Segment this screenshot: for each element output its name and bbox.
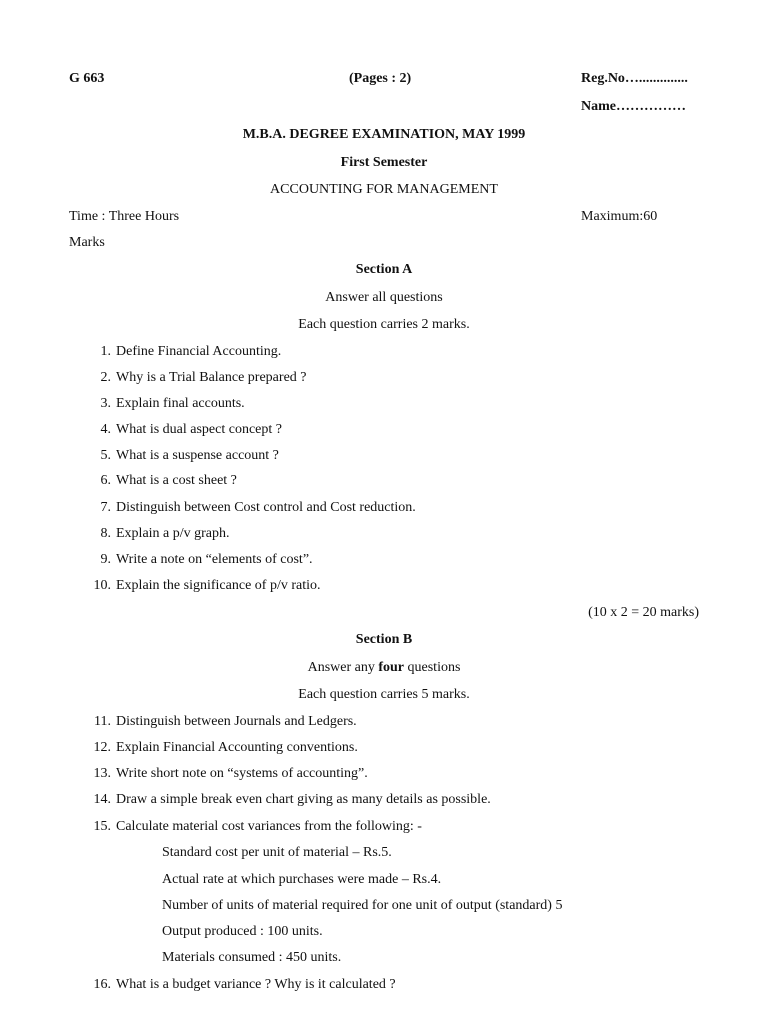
q15-detail: Standard cost per unit of material – Rs.5. [162,845,392,860]
page-count: (Pages : 2) [349,71,412,86]
question: 15. Calculate material cost variances from the following: - [93,819,422,834]
section-a-title: Section A [355,262,413,277]
question: 6. What is a cost sheet ? [100,473,237,488]
q15-detail: Number of units of material required for one unit of output (standard) 5 [162,898,563,913]
reg-no-field: Reg.No….............. [581,71,688,86]
maximum-marks: Maximum:60 [581,209,658,224]
question: 14. Draw a simple break even chart giving as many details as possible. [93,792,491,807]
question: 2. Why is a Trial Balance prepared ? [100,370,307,385]
q15-detail: Actual rate at which purchases were made – Rs.4. [162,872,442,887]
name-field: Name…………… [581,99,686,114]
question: 7. Distinguish between Cost control and Cost reduction. [100,500,416,515]
section-b-title: Section B [355,632,413,647]
subject-title: ACCOUNTING FOR MANAGEMENT [270,182,498,197]
question: 4. What is dual aspect concept ? [100,422,282,437]
question: 11. Distinguish between Journals and Ledgers. [94,714,357,729]
section-b-marks-note: Each question carries 5 marks. [298,687,470,702]
section-a-total: (10 x 2 = 20 marks) [588,605,699,620]
question: 13. Write short note on “systems of accounting”. [93,766,368,781]
time-allowed: Time : Three Hours [69,209,180,224]
marks-word: Marks [69,235,105,250]
question: 1. Define Financial Accounting. [100,344,282,359]
question: 12. Explain Financial Accounting conventions. [93,740,358,755]
question: 5. What is a suspense account ? [100,448,279,463]
exam-title: M.B.A. DEGREE EXAMINATION, MAY 1999 [242,127,526,142]
question: 8. Explain a p/v graph. [100,526,230,541]
question: 16. What is a budget variance ? Why is it calculated ? [93,977,396,992]
question: 9. Write a note on “elements of cost”. [100,552,313,567]
question: 10. Explain the significance of p/v ratio. [93,578,321,593]
section-a-marks-note: Each question carries 2 marks. [298,317,470,332]
semester: First Semester [340,155,428,170]
section-a-instruction: Answer all questions [325,290,443,305]
question: 3. Explain final accounts. [100,396,245,411]
q15-detail: Materials consumed : 450 units. [162,950,342,965]
paper-code: G 663 [69,71,105,86]
section-b-instruction: Answer any four questions [307,660,461,675]
q15-detail: Output produced : 100 units. [162,924,323,939]
